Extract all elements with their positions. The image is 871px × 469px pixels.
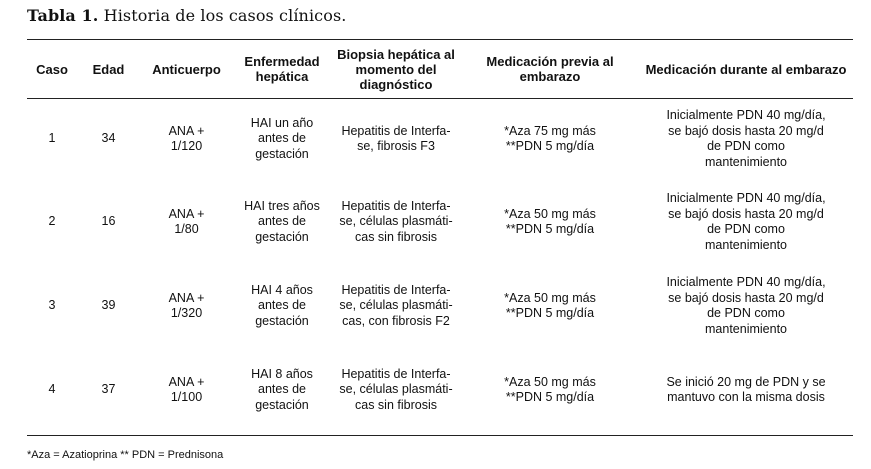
cell-medicacion-durante-line: Inicialmente PDN 40 mg/día,	[666, 191, 826, 205]
cell-enfermedad-hepatica-line: gestación	[255, 397, 309, 412]
header-caso: Caso	[36, 61, 68, 77]
cell-medicacion-durante	[639, 264, 853, 348]
cell-edad: 34	[101, 131, 116, 146]
cell-enfermedad-hepatica-line: gestación	[255, 229, 309, 244]
cell-enfermedad-hepatica-line: HAI 4 años	[251, 282, 313, 297]
cell-enfermedad-hepatica	[233, 98, 331, 180]
cell-medicacion-durante-line: de PDN como	[707, 222, 785, 236]
table-row	[27, 98, 853, 180]
cell-enfermedad-hepatica-line: HAI 8 años	[251, 366, 313, 381]
case-history-table	[27, 40, 853, 432]
cell-biopsia-hepatica-line: se, células plasmáti-	[339, 214, 453, 229]
cell-edad: 37	[101, 382, 116, 397]
cell-biopsia-hepatica-line: cas sin fibrosis	[355, 229, 437, 244]
cell-medicacion-previa	[461, 98, 639, 180]
table-row	[27, 180, 853, 264]
cell-enfermedad-hepatica-line: antes de	[258, 214, 306, 229]
cell-medicacion-durante-line: mantenimiento	[705, 237, 787, 252]
cell-medicacion-durante-line: mantenimiento	[705, 154, 787, 169]
cell-medicacion-previa-line: *Aza 50 mg más	[504, 374, 596, 389]
cell-biopsia-hepatica	[331, 264, 461, 348]
cell-caso: 4	[48, 382, 56, 397]
header-medicacion-previa: Medicación previa al embarazo	[486, 54, 614, 84]
table-bottom-rule	[27, 435, 853, 436]
cell-biopsia-hepatica-line: Hepatitis de Interfa-	[341, 123, 451, 138]
cell-anticuerpo	[140, 264, 233, 348]
table-footnote: *Aza = Azatioprina ** PDN = Prednisona	[27, 449, 224, 461]
cell-anticuerpo-line: 1/320	[170, 306, 203, 320]
cell-medicacion-previa-line: **PDN 5 mg/día	[505, 139, 595, 153]
cell-biopsia-hepatica-line: se, fibrosis F3	[357, 139, 435, 153]
table-header-row	[27, 40, 853, 98]
cell-medicacion-previa-line: **PDN 5 mg/día	[505, 390, 595, 404]
cell-biopsia-hepatica	[331, 180, 461, 264]
cell-anticuerpo	[140, 180, 233, 264]
cell-enfermedad-hepatica-line: HAI tres años	[244, 198, 320, 213]
cell-anticuerpo-line: 1/100	[170, 390, 203, 404]
cell-anticuerpo-line: ANA +	[168, 374, 205, 389]
cell-enfermedad-hepatica-line: antes de	[258, 298, 306, 313]
cell-medicacion-durante	[639, 180, 853, 264]
cell-medicacion-previa	[461, 348, 639, 432]
cell-medicacion-durante-line: de PDN como	[707, 139, 785, 153]
cell-medicacion-durante-line: se bajó dosis hasta 20 mg/d	[668, 123, 824, 138]
cell-biopsia-hepatica-line: se, células plasmáti-	[339, 298, 453, 313]
cell-anticuerpo-line: 1/120	[170, 139, 203, 153]
cell-medicacion-durante-line: Inicialmente PDN 40 mg/día,	[666, 275, 826, 289]
cell-medicacion-previa-line: *Aza 50 mg más	[504, 290, 596, 305]
cell-caso: 2	[48, 214, 56, 229]
cell-medicacion-durante-line: Inicialmente PDN 40 mg/día,	[666, 108, 826, 122]
table-caption-title: Historia de los casos clínicos.	[103, 6, 347, 25]
cell-biopsia-hepatica-line: cas sin fibrosis	[355, 397, 437, 412]
cell-enfermedad-hepatica-line: gestación	[255, 313, 309, 328]
cell-anticuerpo	[140, 98, 233, 180]
header-edad: Edad	[92, 61, 125, 77]
header-medicacion-durante: Medicación durante al embarazo	[645, 61, 847, 77]
cell-enfermedad-hepatica-line: antes de	[258, 131, 306, 146]
cell-enfermedad-hepatica-line: HAI un año	[250, 115, 314, 130]
cell-caso: 3	[48, 298, 56, 313]
cell-biopsia-hepatica	[331, 348, 461, 432]
table-row	[27, 348, 853, 432]
cell-anticuerpo	[140, 348, 233, 432]
table-row	[27, 264, 853, 348]
cell-medicacion-previa-line: **PDN 5 mg/día	[505, 222, 595, 236]
cell-medicacion-durante-line: mantenimiento	[705, 321, 787, 336]
cell-medicacion-durante-line: Se inició 20 mg de PDN y se	[666, 374, 826, 389]
table-body	[27, 98, 853, 432]
cell-enfermedad-hepatica	[233, 348, 331, 432]
cell-biopsia-hepatica-line: Hepatitis de Interfa-	[341, 366, 451, 381]
cell-medicacion-previa-line: *Aza 75 mg más	[504, 123, 596, 138]
header-anticuerpo: Anticuerpo	[152, 61, 221, 77]
table-caption-label: Tabla 1.	[27, 6, 99, 25]
cell-enfermedad-hepatica	[233, 264, 331, 348]
header-enfermedad-hepatica: Enfermedad hepática	[244, 54, 320, 84]
cell-biopsia-hepatica-line: cas, con fibrosis F2	[342, 313, 450, 328]
cell-medicacion-durante-line: se bajó dosis hasta 20 mg/d	[668, 206, 824, 221]
cell-caso: 1	[48, 131, 56, 146]
cell-edad: 16	[101, 214, 116, 229]
cell-biopsia-hepatica	[331, 98, 461, 180]
cell-medicacion-durante-line: mantuvo con la misma dosis	[667, 390, 825, 404]
cell-anticuerpo-line: ANA +	[168, 123, 205, 138]
cell-anticuerpo-line: 1/80	[174, 222, 199, 236]
cell-biopsia-hepatica-line: se, células plasmáti-	[339, 382, 453, 397]
cell-medicacion-previa	[461, 180, 639, 264]
cell-enfermedad-hepatica-line: antes de	[258, 382, 306, 397]
cell-enfermedad-hepatica-line: gestación	[255, 146, 309, 161]
cell-biopsia-hepatica-line: Hepatitis de Interfa-	[341, 282, 451, 297]
cell-anticuerpo-line: ANA +	[168, 206, 205, 221]
cell-biopsia-hepatica-line: Hepatitis de Interfa-	[341, 198, 451, 213]
cell-medicacion-durante-line: de PDN como	[707, 306, 785, 320]
cell-medicacion-previa-line: *Aza 50 mg más	[504, 206, 596, 221]
cell-enfermedad-hepatica	[233, 180, 331, 264]
table-caption	[27, 6, 346, 25]
cell-edad: 39	[101, 298, 116, 313]
cell-medicacion-previa	[461, 264, 639, 348]
cell-medicacion-durante-line: se bajó dosis hasta 20 mg/d	[668, 290, 824, 305]
cell-medicacion-previa-line: **PDN 5 mg/día	[505, 306, 595, 320]
header-biopsia-hepatica: Biopsia hepática al momento del diagnóstico	[337, 46, 455, 92]
cell-medicacion-durante	[639, 98, 853, 180]
cell-medicacion-durante	[639, 348, 853, 432]
cell-anticuerpo-line: ANA +	[168, 290, 205, 305]
